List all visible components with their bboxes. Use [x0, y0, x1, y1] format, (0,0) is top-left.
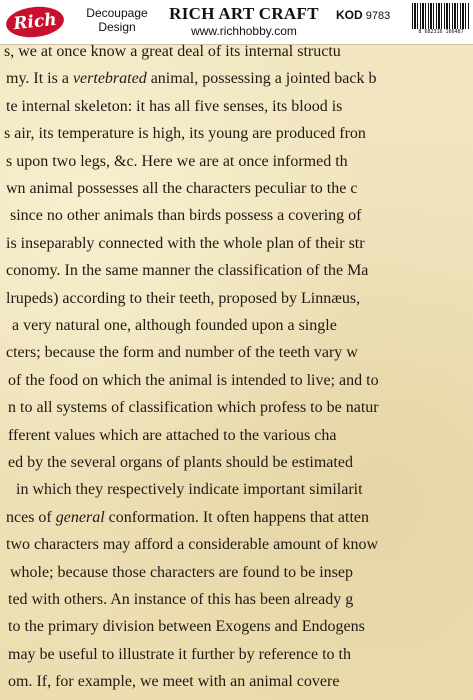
text-run: to the primary division between Exogens and Endogens — [8, 618, 365, 636]
text-run: cters; because the form and number of the teeth vary w — [6, 344, 358, 362]
text-line — [6, 290, 360, 308]
text-run: ted with others. An instance of this has been already g — [8, 591, 354, 608]
barcode-bars-icon — [412, 3, 470, 29]
text-run: te internal skeleton: it has all five senses, its blood is — [6, 97, 343, 115]
text-run: conformation. It often happens that atten — [104, 508, 369, 526]
text-line — [16, 481, 363, 499]
text-run: wn animal possesses all the characters peculiar to the c — [6, 180, 358, 197]
text-line — [6, 98, 342, 116]
product-type — [72, 6, 162, 34]
barcode — [412, 3, 470, 37]
italic-word: vertebrated — [72, 70, 147, 88]
text-run: s upon two legs, &c. Here we are at once informed th — [6, 152, 348, 170]
text-run: fferent values which are attached to the various cha — [8, 426, 337, 444]
text-line — [4, 125, 366, 143]
product-code-number: 9783 — [365, 10, 391, 22]
text-run: my. It is a — [6, 70, 73, 88]
text-line — [8, 399, 379, 417]
text-line — [8, 673, 339, 691]
text-run: is inseparably connected with the whole plan of their str — [6, 234, 365, 252]
text-line — [6, 70, 376, 88]
product-type-line-2: Design — [98, 20, 136, 34]
text-run: s air, its temperature is high, its young are produced fron — [4, 125, 366, 143]
text-run: animal, possessing a jointed back b — [146, 70, 377, 88]
text-run: whole; because those characters are found to be insep — [10, 563, 353, 581]
text-line — [6, 509, 369, 527]
product-code — [336, 8, 390, 22]
text-run: may be useful to illustrate it further by reference to th — [8, 645, 351, 663]
text-run: in which they respectively indicate important similarit — [16, 481, 363, 499]
text-line — [10, 207, 361, 225]
text-line — [8, 618, 365, 636]
product-type-line-1: Decoupage — [86, 6, 148, 20]
text-run: nces of — [6, 508, 56, 526]
text-run: ed by the several organs of plants should be estimated — [8, 454, 353, 471]
brand-name: RICH ART CRAFT — [169, 4, 319, 23]
text-line — [8, 427, 336, 445]
text-line — [12, 317, 337, 335]
rich-logo: Rich — [5, 4, 66, 40]
text-line — [6, 536, 378, 554]
text-run: since no other animals than birds possess a covering of — [10, 207, 362, 225]
text-run: s, we at once know a great deal of its internal structu — [4, 43, 341, 60]
text-line — [8, 454, 353, 472]
text-run: of the food on which the animal is intended to live; and to — [8, 371, 379, 389]
printed-text — [0, 37, 473, 700]
italic-word: general — [55, 508, 105, 526]
text-line — [6, 153, 348, 171]
product-code-label: KOD — [336, 8, 363, 22]
text-line — [4, 43, 341, 61]
text-line — [6, 262, 368, 280]
text-run: two characters may afford a considerable amount of know — [6, 536, 379, 554]
text-line — [8, 591, 353, 609]
text-line — [6, 235, 365, 253]
text-run: om. If, for example, we meet with an animal covere — [8, 673, 340, 691]
text-line — [8, 372, 379, 390]
text-run: lrupeds) according to their teeth, proposed by Linnæus, — [6, 289, 361, 307]
text-run: a very natural one, although founded upon a single — [12, 317, 337, 334]
text-line — [6, 180, 357, 198]
text-line — [6, 344, 358, 362]
website-url: www.richhobby.com — [191, 24, 297, 38]
text-run: n to all systems of classification which profess to be natur — [8, 399, 379, 417]
text-line — [10, 564, 353, 582]
text-run: conomy. In the same manner the classification of the Ma — [6, 262, 369, 280]
text-line — [8, 646, 351, 664]
barcode-digits: 8 682316 166487 — [418, 29, 464, 35]
